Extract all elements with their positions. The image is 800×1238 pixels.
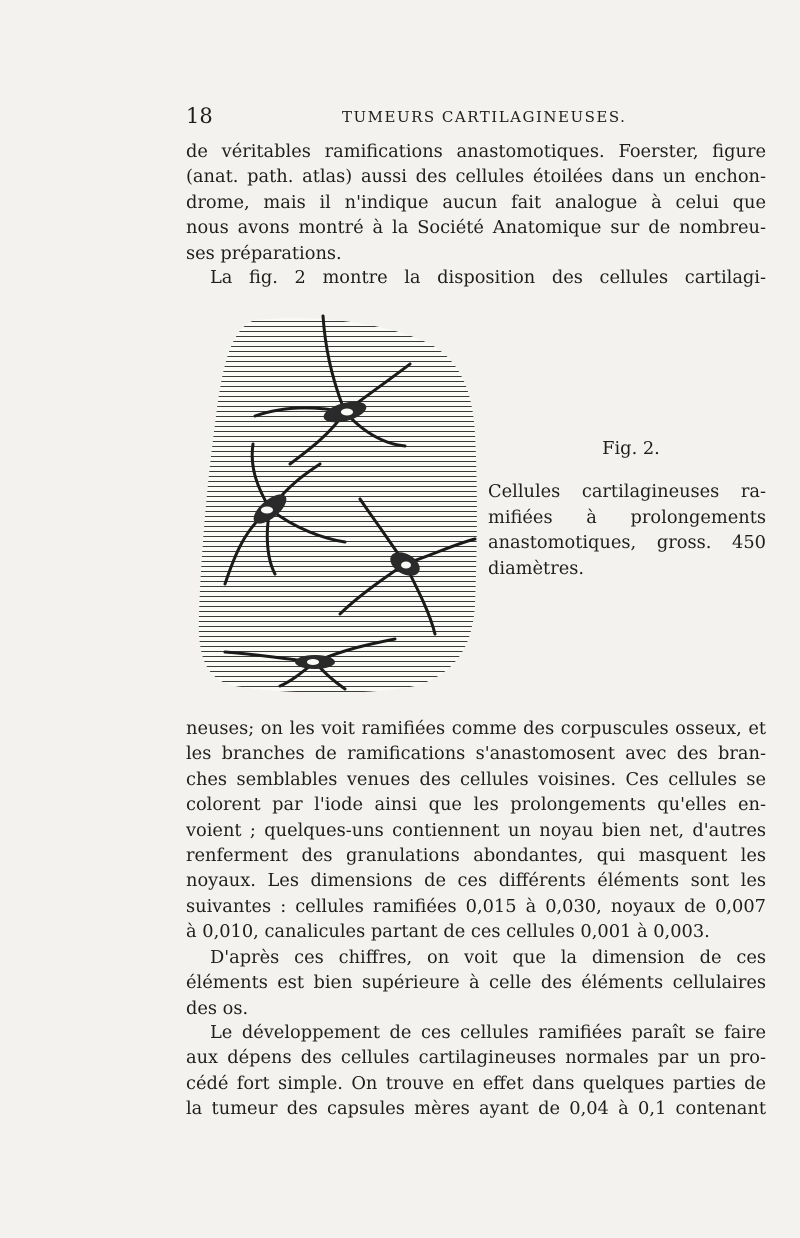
text-line: éléments est bien supérieure à celle des éléments cellulaires: [186, 972, 766, 994]
text-line: ches semblables venues des cellules voisines. Ces cellules se: [186, 768, 766, 790]
caption-line: diamètres.: [488, 557, 584, 579]
text-line: noyaux. Les dimensions de ces différents éléments sont les: [186, 870, 766, 892]
text-line: ses préparations.: [186, 242, 342, 264]
text-line: la tumeur des capsules mères ayant de 0,04 à 0,1 contenant: [186, 1098, 766, 1120]
text-line: (anat. path. atlas) aussi des cellules étoilées dans un enchon-: [186, 166, 766, 188]
text-line: colorent par l'iode ainsi que les prolongements qu'elles en-: [186, 794, 766, 816]
paragraph-cell-description: [186, 716, 766, 945]
paragraph-fig-intro: [186, 265, 766, 290]
text-line: à 0,010, canalicules partant de ces cellules 0,001 à 0,003.: [186, 921, 710, 943]
running-head: TUMEURS CARTILAGINEUSES.: [342, 108, 627, 126]
caption-line: anastomotiques, gross. 450: [488, 532, 766, 554]
figure-caption: [488, 436, 766, 581]
text-line: Le développement de ces cellules ramifiées paraît se faire: [210, 1022, 766, 1043]
text-line: aux dépens des cellules cartilagineuses normales par un pro-: [186, 1047, 766, 1069]
text-line: des os.: [186, 997, 249, 1019]
caption-line: Cellules cartilagineuses ra-: [488, 481, 766, 503]
text-line: La fig. 2 montre la disposition des cellules cartilagi-: [210, 267, 766, 288]
figure-cartilage-cells-engraving: [195, 314, 480, 694]
caption-line: mifiées à prolongements: [488, 506, 766, 528]
text-line: voient ; quelques-uns contiennent un noyau bien net, d'autres: [186, 819, 766, 841]
text-line: D'après ces chiffres, on voit que la dimension de ces: [210, 947, 766, 968]
page-header: [186, 104, 766, 134]
page-number: 18: [186, 104, 213, 128]
text-line: nous avons montré à la Société Anatomique sur de nombreu-: [186, 217, 766, 239]
paragraph-development: [186, 1020, 766, 1122]
text-line: cédé fort simple. On trouve en effet dans quelques parties de: [186, 1072, 766, 1094]
text-line: de véritables ramifications anastomotiques. Foerster, figure: [186, 141, 766, 162]
text-line: suivantes : cellules ramifiées 0,015 à 0,030, noyaux de 0,007: [186, 895, 766, 917]
paragraph-dimensions: [186, 945, 766, 1021]
figure-label: Fig. 2.: [602, 438, 660, 459]
text-line: renferment des granulations abondantes, qui masquent les: [186, 845, 766, 867]
text-line: drome, mais il n'indique aucun fait analogue à celui que: [186, 191, 766, 213]
paragraph-foerster: [186, 139, 766, 266]
text-line: neuses; on les voit ramifiées comme des corpuscules osseux, et: [186, 718, 766, 739]
text-line: les branches de ramifications s'anastomosent avec des bran-: [186, 743, 766, 765]
